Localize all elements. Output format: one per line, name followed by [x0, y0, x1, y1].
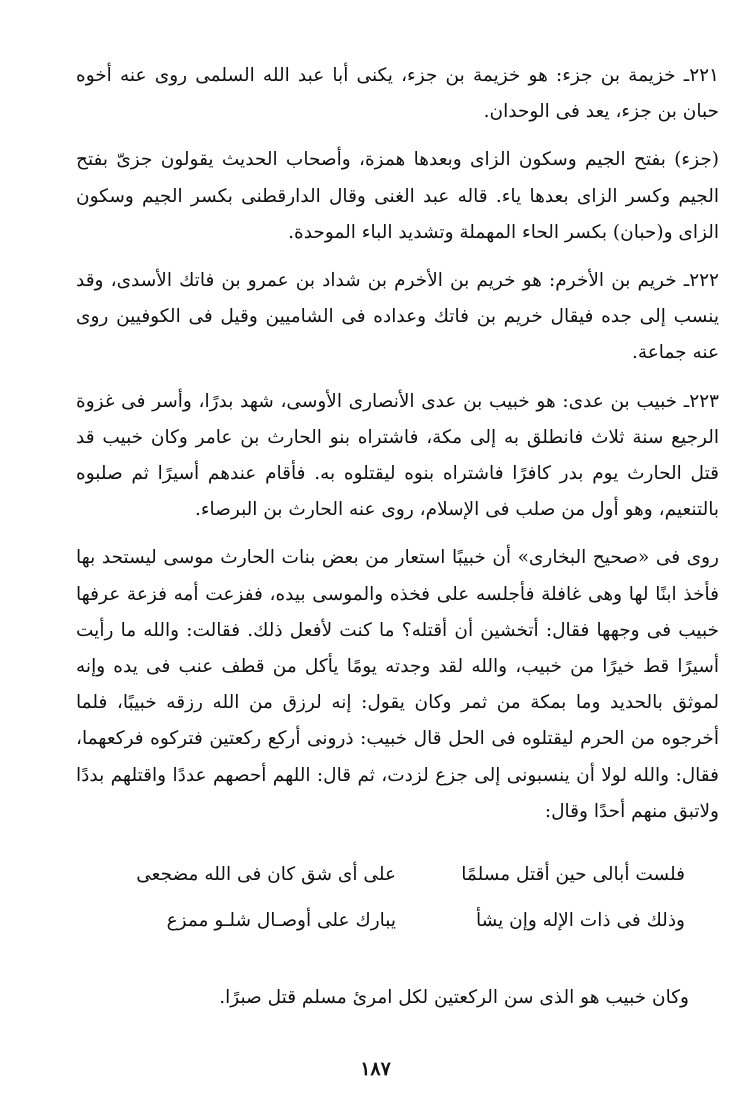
entry-221: ٢٢١ـ خزيمة بن جزء: هو خزيمة بن جزء، يكنى أبا عبد الله السلمى روى عنه أخوه حبان بن جزء، يعد فى الوحدان. [76, 65, 719, 123]
entry-222: ٢٢٢ـ خريم بن الأخرم: هو خريم بن الأخرم بن شداد بن عمرو بن فاتك الأسدى، وقد ينسب إلى جده فيقال خريم بن فاتك وعداده فى الشاميين وقيل فى الكوفيين روى عنه جماعة. [76, 270, 719, 364]
page-number: ١٨٧ [360, 1058, 391, 1080]
entry-223: ٢٢٣ـ خبيب بن عدى: هو خبيب بن عدى الأنصارى الأوسى، شهد بدرًا، وأسر فى غزوة الرجيع سنة ثلاث فانطلق به إلى مكة، فاشتراه بنو الحارث بن عامر وكان خبيب قد قتل الحارث يوم بدر كافرًا فاشتراه بنوه ليقتلوه به. فأقام عندهم أسيرًا ثم صلبوه بالتنعيم، وهو أول من صلب فى الإسلام، روى عنه الحارث بن البرصاء. [76, 390, 719, 521]
verse-first-hemistich: فلست أبالى حين أقتل مسلمًا [461, 864, 685, 886]
poem [76, 852, 719, 944]
verse-second-hemistich: على أى شق كان فى الله مضجعى [136, 864, 396, 886]
verse-first-hemistich: وذلك فى ذات الإله وإن يشأ [475, 910, 685, 932]
poem-verse [76, 852, 719, 898]
entry-note-jaz: (جزء) بفتح الجيم وسكون الزاى وبعدها همزة، وأصحاب الحديث يقولون جزىّ بفتح الجيم وكسر الزاى بعدها ياء. قاله عبد الغنى وقال الدارقطنى بكسر الجيم وسكون الزاى و(حبان) بكسر الحاء المهملة وتشديد الباء الموحدة. [76, 149, 719, 243]
closing-line: وكان خبيب هو الذى سن الركعتين لكل امرئ مسلم قتل صبرًا. [219, 987, 689, 1009]
verse-second-hemistich: يبارك على أوصـال شلـو ممزع [166, 910, 396, 932]
bukhari-narration: روى فى «صحيح البخارى» أن خبيبًا استعار من بعض بنات الحارث موسى ليستحد بها فأخذ ابنًا لها وهى غافلة فأجلسه على فخذه والموسى بيده، ففزعت أمه فزعة عرفها خبيب فى وجهها فقال: أتخشين أن أقتله؟ ما كنت لأفعل ذلك. فقالت: والله ما رأيت أسيرًا قط خيرًا من خبيب، والله لقد وجدته يومًا يأكل من قطف عنب فى يده وإنه لموثق بالحديد وما بمكة من ثمر وكان يقول: إنه لرزق من الله رزقه خبيبًا، فلما أخرجوه من الحرم ليقتلوه فى الحل قال خبيب: ذرونى أركع ركعتين فتركوه فركعهما، فقال: والله لولا أن ينسبونى إلى جزع لزدت، ثم قال: اللهم أحصهم عددًا واقتلهم بددًا ولاتبق منهم أحدًا وقال: [76, 547, 719, 822]
poem-verse [76, 898, 719, 944]
